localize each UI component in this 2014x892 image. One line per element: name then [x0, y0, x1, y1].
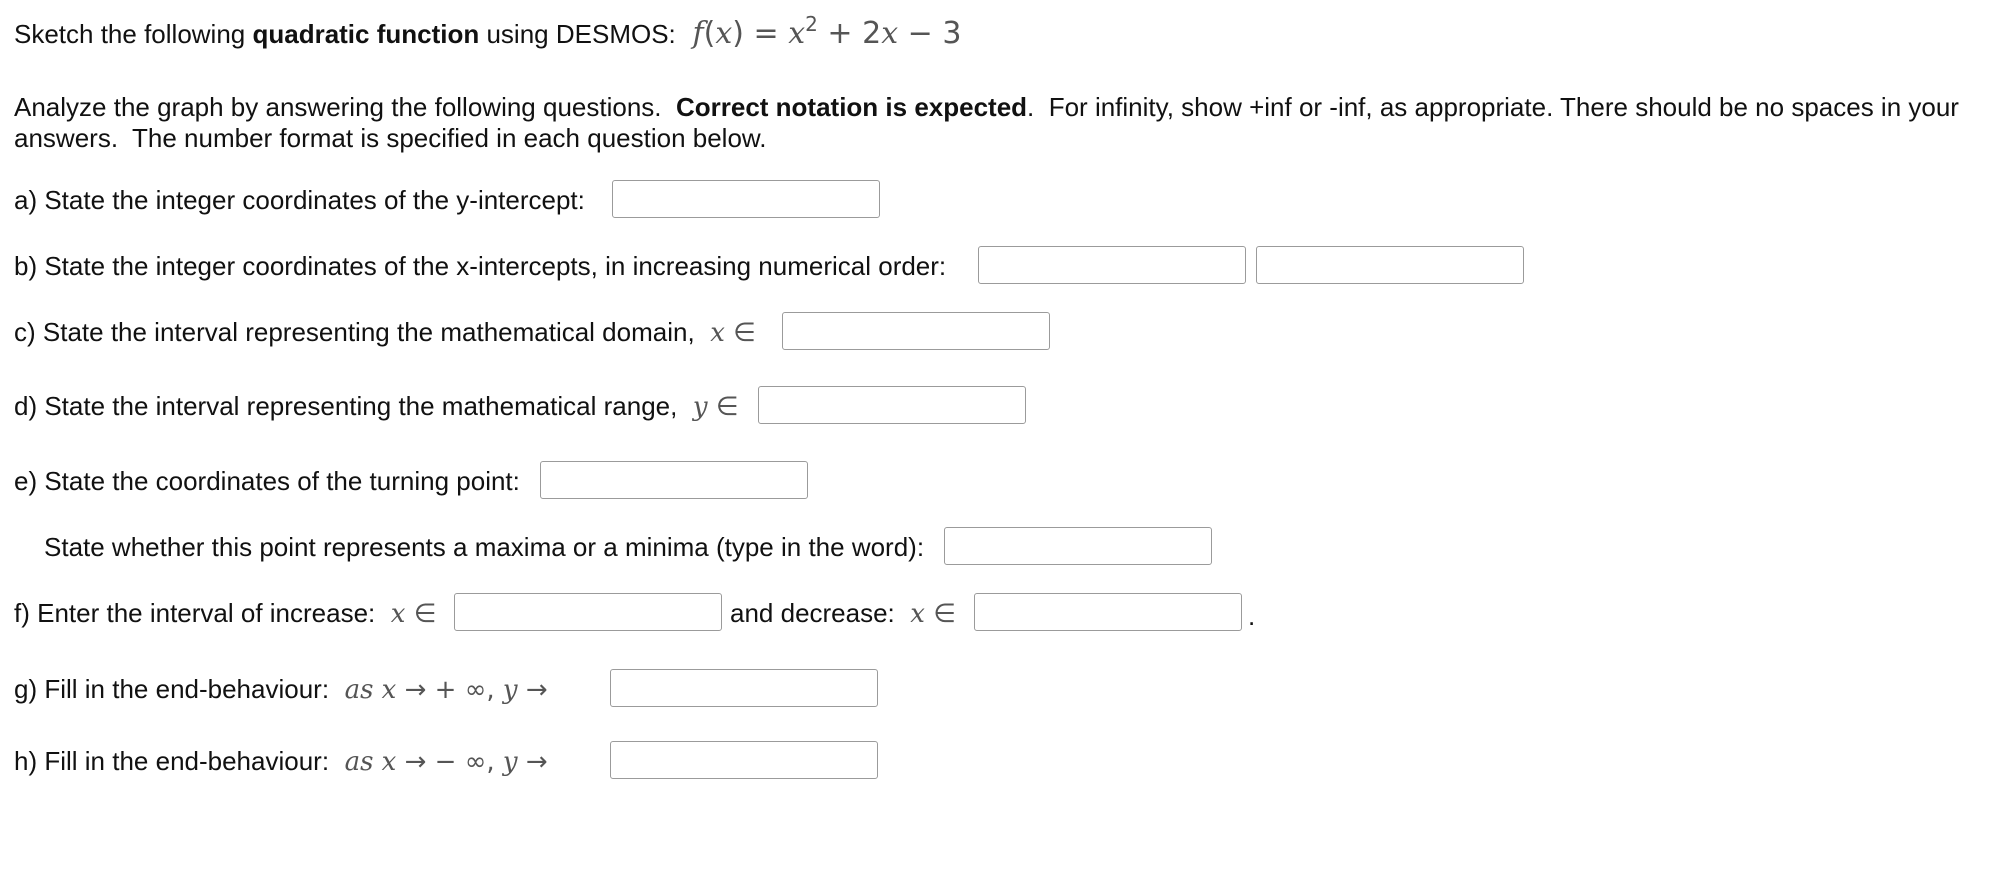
function-arg: x [715, 16, 733, 51]
increase-symbol-var: x [390, 599, 406, 629]
question-b-label: b) State the integer coordinates of the x-intercepts, in increasing numerical order: [14, 251, 947, 281]
g-as: as [344, 675, 382, 705]
domain-symbol [702, 318, 756, 348]
increase-symbol [383, 599, 437, 629]
question-h [14, 745, 548, 778]
question-g-label: g) Fill in the end-behaviour: [14, 674, 330, 704]
function-paren-close: ) [732, 16, 745, 51]
intro-line [14, 12, 962, 52]
decrease-symbol-var: x [910, 599, 925, 629]
h-as: as [344, 747, 382, 777]
function-expression [683, 12, 962, 51]
function-paren-open: ( [703, 16, 716, 51]
question-g [14, 673, 548, 706]
question-h-label: h) Fill in the end-behaviour: [14, 746, 330, 776]
range-symbol-in: ∈ [707, 392, 739, 422]
h-arrow: → − ∞, [396, 747, 503, 777]
end-behaviour-pos [336, 675, 547, 705]
end-behaviour-neg [336, 747, 547, 777]
answer-c-domain[interactable] [782, 312, 1050, 350]
question-f-label: f) Enter the interval of increase: [14, 598, 376, 628]
function-x-squared: x [788, 16, 806, 51]
question-c-label: c) State the interval representing the mathematical domain, [14, 317, 695, 347]
answer-b-x-intercept-2[interactable] [1256, 246, 1524, 284]
intro-prefix: Sketch the following [14, 19, 253, 49]
instructions-part2: . For infinity, show +inf or -inf, as appropriate. There should be no spaces in your answers. The number format is specified in each question below. [14, 92, 1967, 153]
function-linear-coef: + 2 [817, 16, 882, 51]
g-x: x [381, 675, 397, 705]
answer-e-max-min[interactable] [944, 527, 1212, 565]
instructions-paragraph [14, 92, 2004, 154]
answer-b-x-intercept-1[interactable] [978, 246, 1246, 284]
intro-bold: quadratic function [252, 19, 480, 49]
increase-symbol-in: ∈ [405, 599, 437, 629]
domain-symbol-var: x [710, 318, 725, 348]
domain-symbol-in: ∈ [724, 318, 756, 348]
decrease-symbol-in: ∈ [924, 599, 956, 629]
h-x: x [381, 747, 397, 777]
instructions-bold: Correct notation is expected [675, 92, 1028, 122]
answer-g-end-behaviour[interactable] [610, 669, 878, 707]
question-f-mid-label: and decrease: [730, 598, 895, 628]
intro-suffix: using DESMOS: [479, 19, 676, 49]
range-symbol-var: y [692, 392, 708, 422]
question-a-label: a) State the integer coordinates of the y-intercept: [14, 185, 585, 215]
range-symbol [685, 392, 739, 422]
question-c [14, 316, 756, 349]
function-name: f [692, 16, 704, 51]
question-d [14, 390, 739, 423]
h-arrow2: → [517, 747, 548, 777]
question-d-label: d) State the interval representing the mathematical range, [14, 391, 678, 421]
question-f-end: . [1248, 601, 1256, 631]
answer-f-decrease[interactable] [974, 593, 1242, 631]
function-linear-x: x [881, 16, 899, 51]
question-e-label: e) State the coordinates of the turning point: [14, 466, 520, 496]
instructions-part1: Analyze the graph by answering the following questions. [14, 92, 676, 122]
question-f [14, 597, 436, 630]
h-y: y [502, 747, 518, 777]
decrease-symbol [902, 599, 956, 629]
g-arrow: → + ∞, [396, 675, 503, 705]
g-y: y [502, 675, 518, 705]
answer-a-y-intercept[interactable] [612, 180, 880, 218]
answer-e-turning-point[interactable] [540, 461, 808, 499]
question-e2-label: State whether this point represents a maxima or a minima (type in the word): [44, 532, 925, 562]
g-arrow2: → [517, 675, 548, 705]
answer-d-range[interactable] [758, 386, 1026, 424]
function-equals: = [744, 16, 789, 51]
question-f-decrease [730, 597, 956, 630]
function-exponent: 2 [805, 12, 818, 36]
answer-f-increase[interactable] [454, 593, 722, 631]
answer-h-end-behaviour[interactable] [610, 741, 878, 779]
function-constant: − 3 [898, 16, 962, 51]
